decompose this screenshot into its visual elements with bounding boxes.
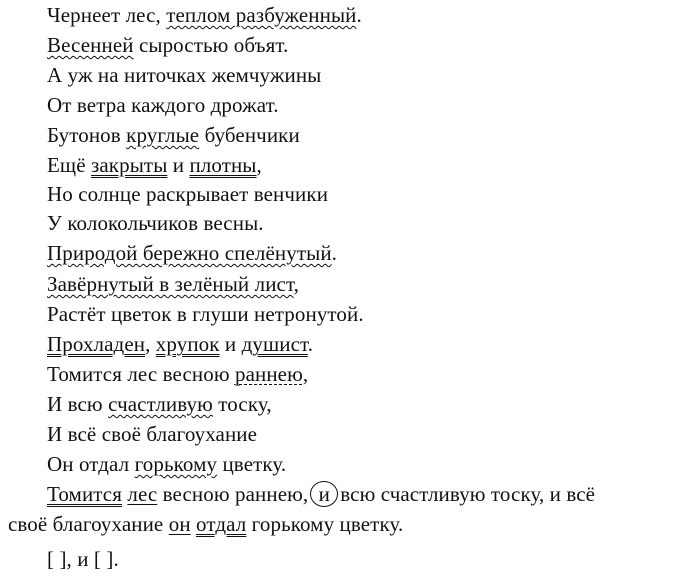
text-segment: , bbox=[256, 153, 262, 177]
underlined-word: Томится bbox=[47, 482, 122, 506]
text-line bbox=[47, 546, 119, 572]
text-segment: , bbox=[145, 332, 156, 356]
text-segment: тоску, bbox=[212, 392, 272, 416]
text-line bbox=[47, 122, 300, 148]
underlined-word: Завёрнутый в зелёный лист bbox=[47, 272, 294, 296]
text-line bbox=[47, 181, 328, 207]
text-segment: . bbox=[307, 332, 314, 356]
text-segment: бубенчики bbox=[199, 123, 300, 147]
text-line bbox=[47, 331, 313, 357]
text-segment: всю счастливую тоску, и всё bbox=[340, 482, 596, 506]
underlined-word: круглые bbox=[126, 123, 200, 147]
text-segment: своё благоухание bbox=[8, 512, 169, 536]
text-segment: От ветра каждого дрожат. bbox=[47, 93, 279, 117]
text-line bbox=[47, 421, 257, 447]
text-segment: Томится лес весною bbox=[47, 362, 235, 386]
underlined-word: плотны bbox=[189, 153, 257, 177]
underlined-word: отдал bbox=[196, 512, 247, 536]
text-line bbox=[47, 32, 288, 58]
text-segment: цветку. bbox=[217, 452, 287, 476]
underlined-word: счастливую bbox=[108, 392, 213, 416]
underlined-word: раннею bbox=[234, 362, 303, 386]
text-line bbox=[47, 92, 279, 118]
text-line bbox=[47, 451, 286, 477]
underlined-word: он bbox=[168, 512, 191, 536]
text-segment: сыростью объят. bbox=[133, 33, 289, 57]
text-segment: и bbox=[219, 332, 242, 356]
underlined-word: Природой бережно спелёнутый bbox=[47, 241, 332, 265]
text-segment: Он отдал bbox=[47, 452, 135, 476]
text-line bbox=[47, 62, 321, 88]
text-line bbox=[47, 152, 262, 178]
underlined-word: Весенней bbox=[47, 33, 134, 57]
text-line bbox=[47, 2, 362, 28]
circled-conjunction: и bbox=[310, 481, 338, 507]
underlined-word: закрыты bbox=[90, 153, 168, 177]
text-segment: Чернеет лес, bbox=[47, 3, 167, 27]
text-segment: весною раннею, bbox=[157, 482, 309, 506]
text-line bbox=[47, 240, 337, 266]
text-segment: И всю bbox=[47, 392, 109, 416]
text-segment: Растёт цветок в глуши нетронутой. bbox=[47, 302, 364, 326]
text-segment: горькому цветку. bbox=[246, 512, 404, 536]
underlined-word: теплом разбуженный bbox=[166, 3, 357, 27]
underlined-word: лес bbox=[127, 482, 158, 506]
underlined-word: душист bbox=[241, 332, 308, 356]
underlined-word: Прохладен bbox=[47, 332, 146, 356]
text-segment: , bbox=[293, 272, 300, 296]
text-segment: Но солнце раскрывает венчики bbox=[47, 182, 329, 206]
underlined-word: хрупок bbox=[155, 332, 220, 356]
text-line bbox=[47, 301, 364, 327]
text-segment: А уж на ниточках жемчужины bbox=[47, 63, 322, 87]
text-line bbox=[47, 361, 308, 387]
underlined-word: горькому bbox=[134, 452, 218, 476]
text-line bbox=[47, 210, 264, 236]
text-line bbox=[47, 271, 299, 297]
text-segment: [ ], и [ ]. bbox=[47, 547, 119, 571]
text-segment: , bbox=[302, 362, 309, 386]
text-segment: Бутонов bbox=[47, 123, 127, 147]
text-segment: . bbox=[331, 241, 338, 265]
text-segment: У колокольчиков весны. bbox=[47, 211, 264, 235]
text-line bbox=[47, 481, 595, 507]
text-segment: . bbox=[356, 3, 362, 27]
text-line bbox=[8, 511, 403, 537]
text-segment: И всё своё благоухание bbox=[47, 422, 258, 446]
text-line bbox=[47, 391, 272, 417]
text-segment: Ещё bbox=[47, 153, 91, 177]
text-segment: и bbox=[167, 153, 190, 177]
